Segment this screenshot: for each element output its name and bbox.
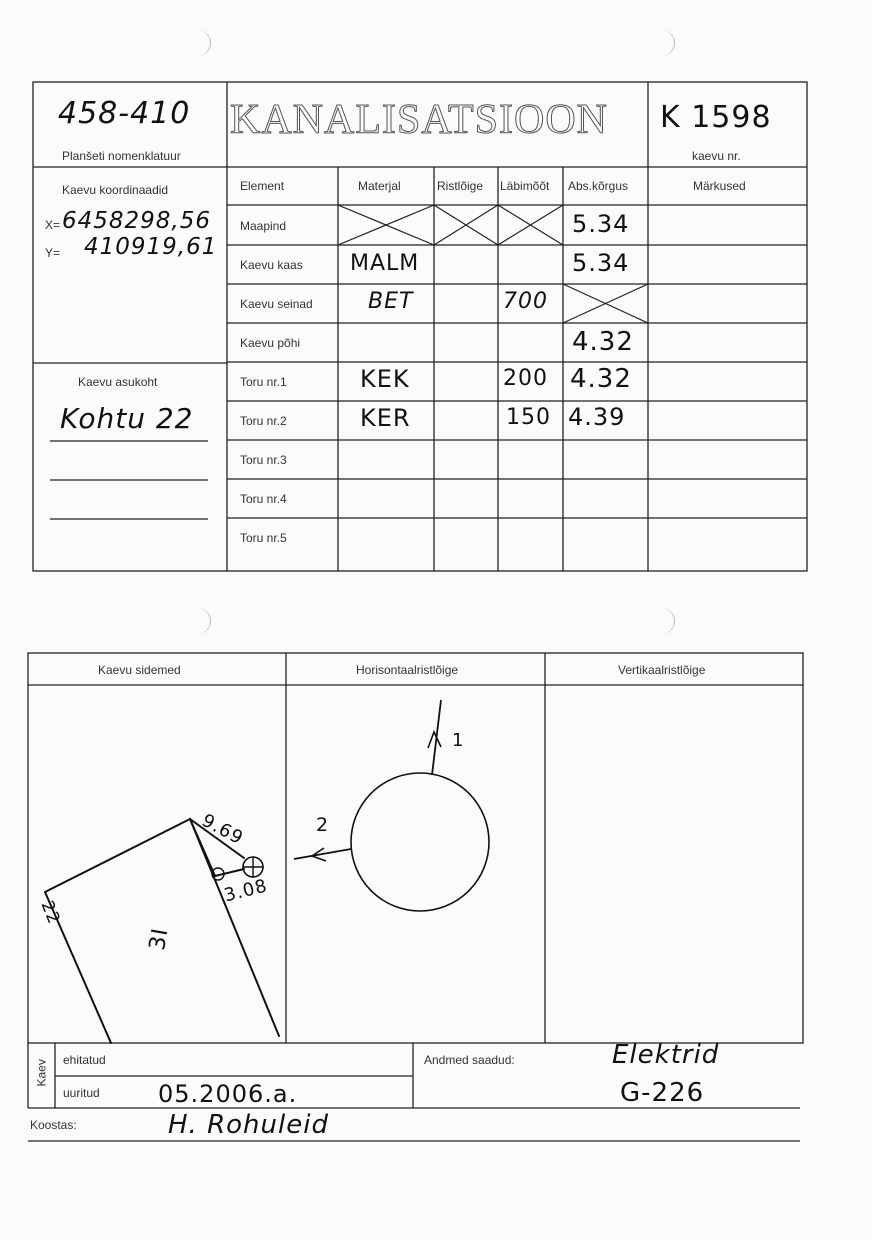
cell-abs-height: 4.32 — [570, 364, 632, 394]
x-coordinate: 6458298,56 — [62, 208, 212, 234]
well-number: K 1598 — [660, 100, 772, 135]
x-label: X= — [45, 218, 61, 232]
well-number-label: kaevu nr. — [692, 149, 741, 163]
col-header-cross-section: Ristlõige — [437, 179, 484, 193]
cell-abs-height: 4.32 — [572, 327, 634, 357]
col-header-material: Materjal — [358, 179, 401, 193]
col-header-element: Element — [240, 179, 285, 193]
row-label: Toru nr.5 — [240, 531, 287, 545]
pipe-label: 2 — [316, 814, 330, 836]
row-label: Kaevu põhi — [240, 336, 301, 350]
dimension-label: 9.69 — [198, 810, 247, 850]
row-label: Toru nr.4 — [240, 492, 287, 506]
col-header-notes: Märkused — [693, 179, 746, 193]
cell-abs-height: 5.34 — [572, 210, 630, 238]
section-label-vertical: Vertikaalristlõige — [618, 663, 706, 677]
cell-material: MALM — [350, 251, 420, 276]
cell-diameter: 150 — [506, 405, 551, 430]
cell-diameter: 700 — [503, 289, 548, 314]
location-label: Kaevu asukoht — [78, 375, 158, 389]
section-label-connections: Kaevu sidemed — [98, 663, 181, 677]
row-label: Kaevu kaas — [240, 258, 303, 272]
building-label: 3I — [145, 925, 174, 953]
well-circle — [351, 773, 489, 911]
col-header-diameter: Läbimõõt — [500, 179, 550, 193]
cell-abs-height: 4.39 — [568, 403, 626, 431]
row-label: Maapind — [240, 219, 287, 233]
built-label: ehitatud — [63, 1053, 106, 1067]
y-label: Y= — [45, 246, 61, 260]
sheet-number-label: Planšeti nomenklatuur — [62, 149, 181, 163]
cell-material: KER — [360, 404, 411, 432]
dimension-label: 22 — [36, 898, 64, 928]
surveyed-value: 05.2006.a. — [158, 1080, 298, 1108]
row-label: Kaevu seinad — [240, 297, 313, 311]
row-label: Toru nr.2 — [240, 414, 287, 428]
pipe-label: 1 — [452, 730, 465, 751]
page-title: KANALISATSIOON — [230, 97, 608, 143]
side-label: Kaev — [34, 1059, 49, 1087]
surveyed-label: uuritud — [63, 1086, 100, 1100]
y-coordinate: 410919,61 — [84, 234, 218, 260]
section-label-horizontal: Horisontaalristlõige — [356, 663, 459, 677]
cell-diameter: 200 — [503, 366, 548, 391]
compiler-value: H. Rohuleid — [168, 1110, 329, 1140]
data-source-code: G-226 — [620, 1078, 705, 1108]
coordinates-label: Kaevu koordinaadid — [62, 183, 169, 197]
cell-abs-height: 5.34 — [572, 249, 630, 277]
col-header-abs-height: Abs.kõrgus — [568, 179, 629, 193]
dimension-label: 3.08 — [222, 875, 270, 907]
sheet-number: 458-410 — [58, 96, 191, 131]
row-label: Toru nr.3 — [240, 453, 287, 467]
compiler-label: Koostas: — [30, 1118, 77, 1132]
cell-material: BET — [368, 289, 414, 314]
location-value: Kohtu 22 — [60, 402, 194, 435]
row-label: Toru nr.1 — [240, 375, 287, 389]
cell-material: KEK — [360, 365, 410, 393]
data-source-label: Andmed saadud: — [424, 1053, 515, 1067]
data-source-value: Elektrid — [612, 1040, 720, 1070]
